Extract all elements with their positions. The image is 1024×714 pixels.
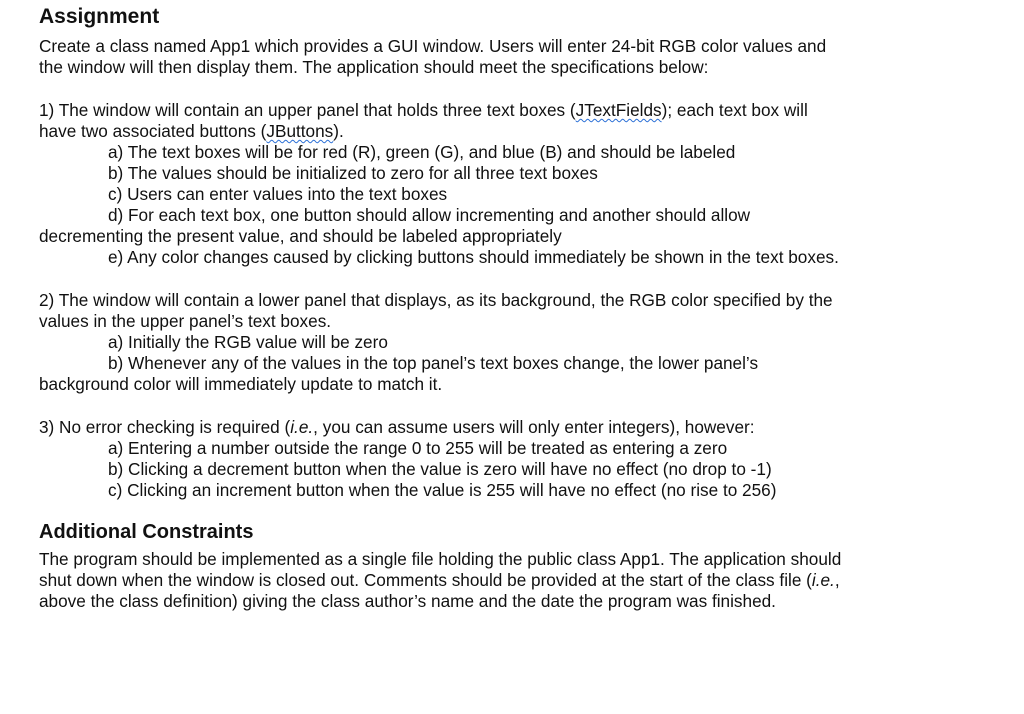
section-2-item-b-line-1: b) Whenever any of the values in the top panel’s text boxes change, the lower panel’s [108, 353, 759, 373]
section-3-item-c: c) Clicking an increment button when the value is 255 will have no effect (no rise to 256) [108, 480, 777, 500]
section-3-ie: i.e. [290, 417, 314, 437]
section-1-item-d-line-2: decrementing the present value, and should be labeled appropriately [39, 226, 562, 246]
jtextfields-term: JTextFields [575, 100, 662, 120]
constraints-line-2-text-b: , [834, 570, 840, 590]
constraints-line-1: The program should be implemented as a single file holding the public class App1. The application should [39, 549, 842, 569]
document [39, 4, 999, 612]
section-3-lead-text-a: 3) No error checking is required ( [39, 417, 291, 437]
section-1-lead-line-2 [39, 121, 999, 142]
page-title: Assignment [39, 5, 160, 28]
intro-line-2: the window will then display them. The application should meet the specifications below: [39, 57, 709, 77]
constraints-ie: i.e. [811, 570, 835, 590]
spacer [39, 501, 999, 519]
section-1-lead-text-a: 1) The window will contain an upper panel that holds three text boxes ( [39, 100, 576, 120]
constraints-line-2 [39, 570, 999, 591]
spacer [39, 395, 999, 417]
section-1-lead2-text-a: have two associated buttons ( [39, 121, 267, 141]
intro-paragraph [39, 36, 999, 78]
constraints-line-3: above the class definition) giving the class author’s name and the date the program was finished. [39, 591, 776, 611]
section-1-item-d-line-1: d) For each text box, one button should allow incrementing and another should allow [108, 205, 751, 225]
section-2-item-a: a) Initially the RGB value will be zero [108, 332, 388, 352]
section-1-lead-line-1 [39, 100, 999, 121]
constraints-line-2-text-a: shut down when the window is closed out. Comments should be provided at the start of the class file ( [39, 570, 812, 590]
section-2 [39, 290, 999, 395]
section-3-item-b: b) Clicking a decrement button when the value is zero will have no effect (no drop to -1) [108, 459, 772, 479]
section-3-lead-text-b: , you can assume users will only enter integers), however: [313, 417, 755, 437]
jbuttons-term: JButtons [266, 121, 334, 141]
constraints-heading: Additional Constraints [39, 521, 254, 543]
section-1 [39, 100, 999, 268]
section-2-item-b-line-2: background color will immediately update to match it. [39, 374, 443, 394]
section-1-lead-text-b: ); each text box will [661, 100, 808, 120]
spacer [39, 78, 999, 100]
spacer [39, 268, 999, 290]
section-1-item-c: c) Users can enter values into the text boxes [108, 184, 448, 204]
section-2-lead-line-2: values in the upper panel’s text boxes. [39, 311, 332, 331]
section-1-item-e: e) Any color changes caused by clicking buttons should immediately be shown in the text boxes. [108, 247, 839, 267]
constraints-paragraph [39, 549, 999, 612]
section-1-item-b: b) The values should be initialized to zero for all three text boxes [108, 163, 598, 183]
section-1-item-a: a) The text boxes will be for red (R), green (G), and blue (B) and should be labeled [108, 142, 736, 162]
section-3-lead [39, 417, 999, 438]
section-2-lead-line-1: 2) The window will contain a lower panel that displays, as its background, the RGB color specified by the [39, 290, 833, 310]
section-3 [39, 417, 999, 501]
section-3-item-a: a) Entering a number outside the range 0 to 255 will be treated as entering a zero [108, 438, 728, 458]
intro-line-1: Create a class named App1 which provides a GUI window. Users will enter 24-bit RGB color values and [39, 36, 827, 56]
section-1-lead2-text-b: ). [333, 121, 344, 141]
